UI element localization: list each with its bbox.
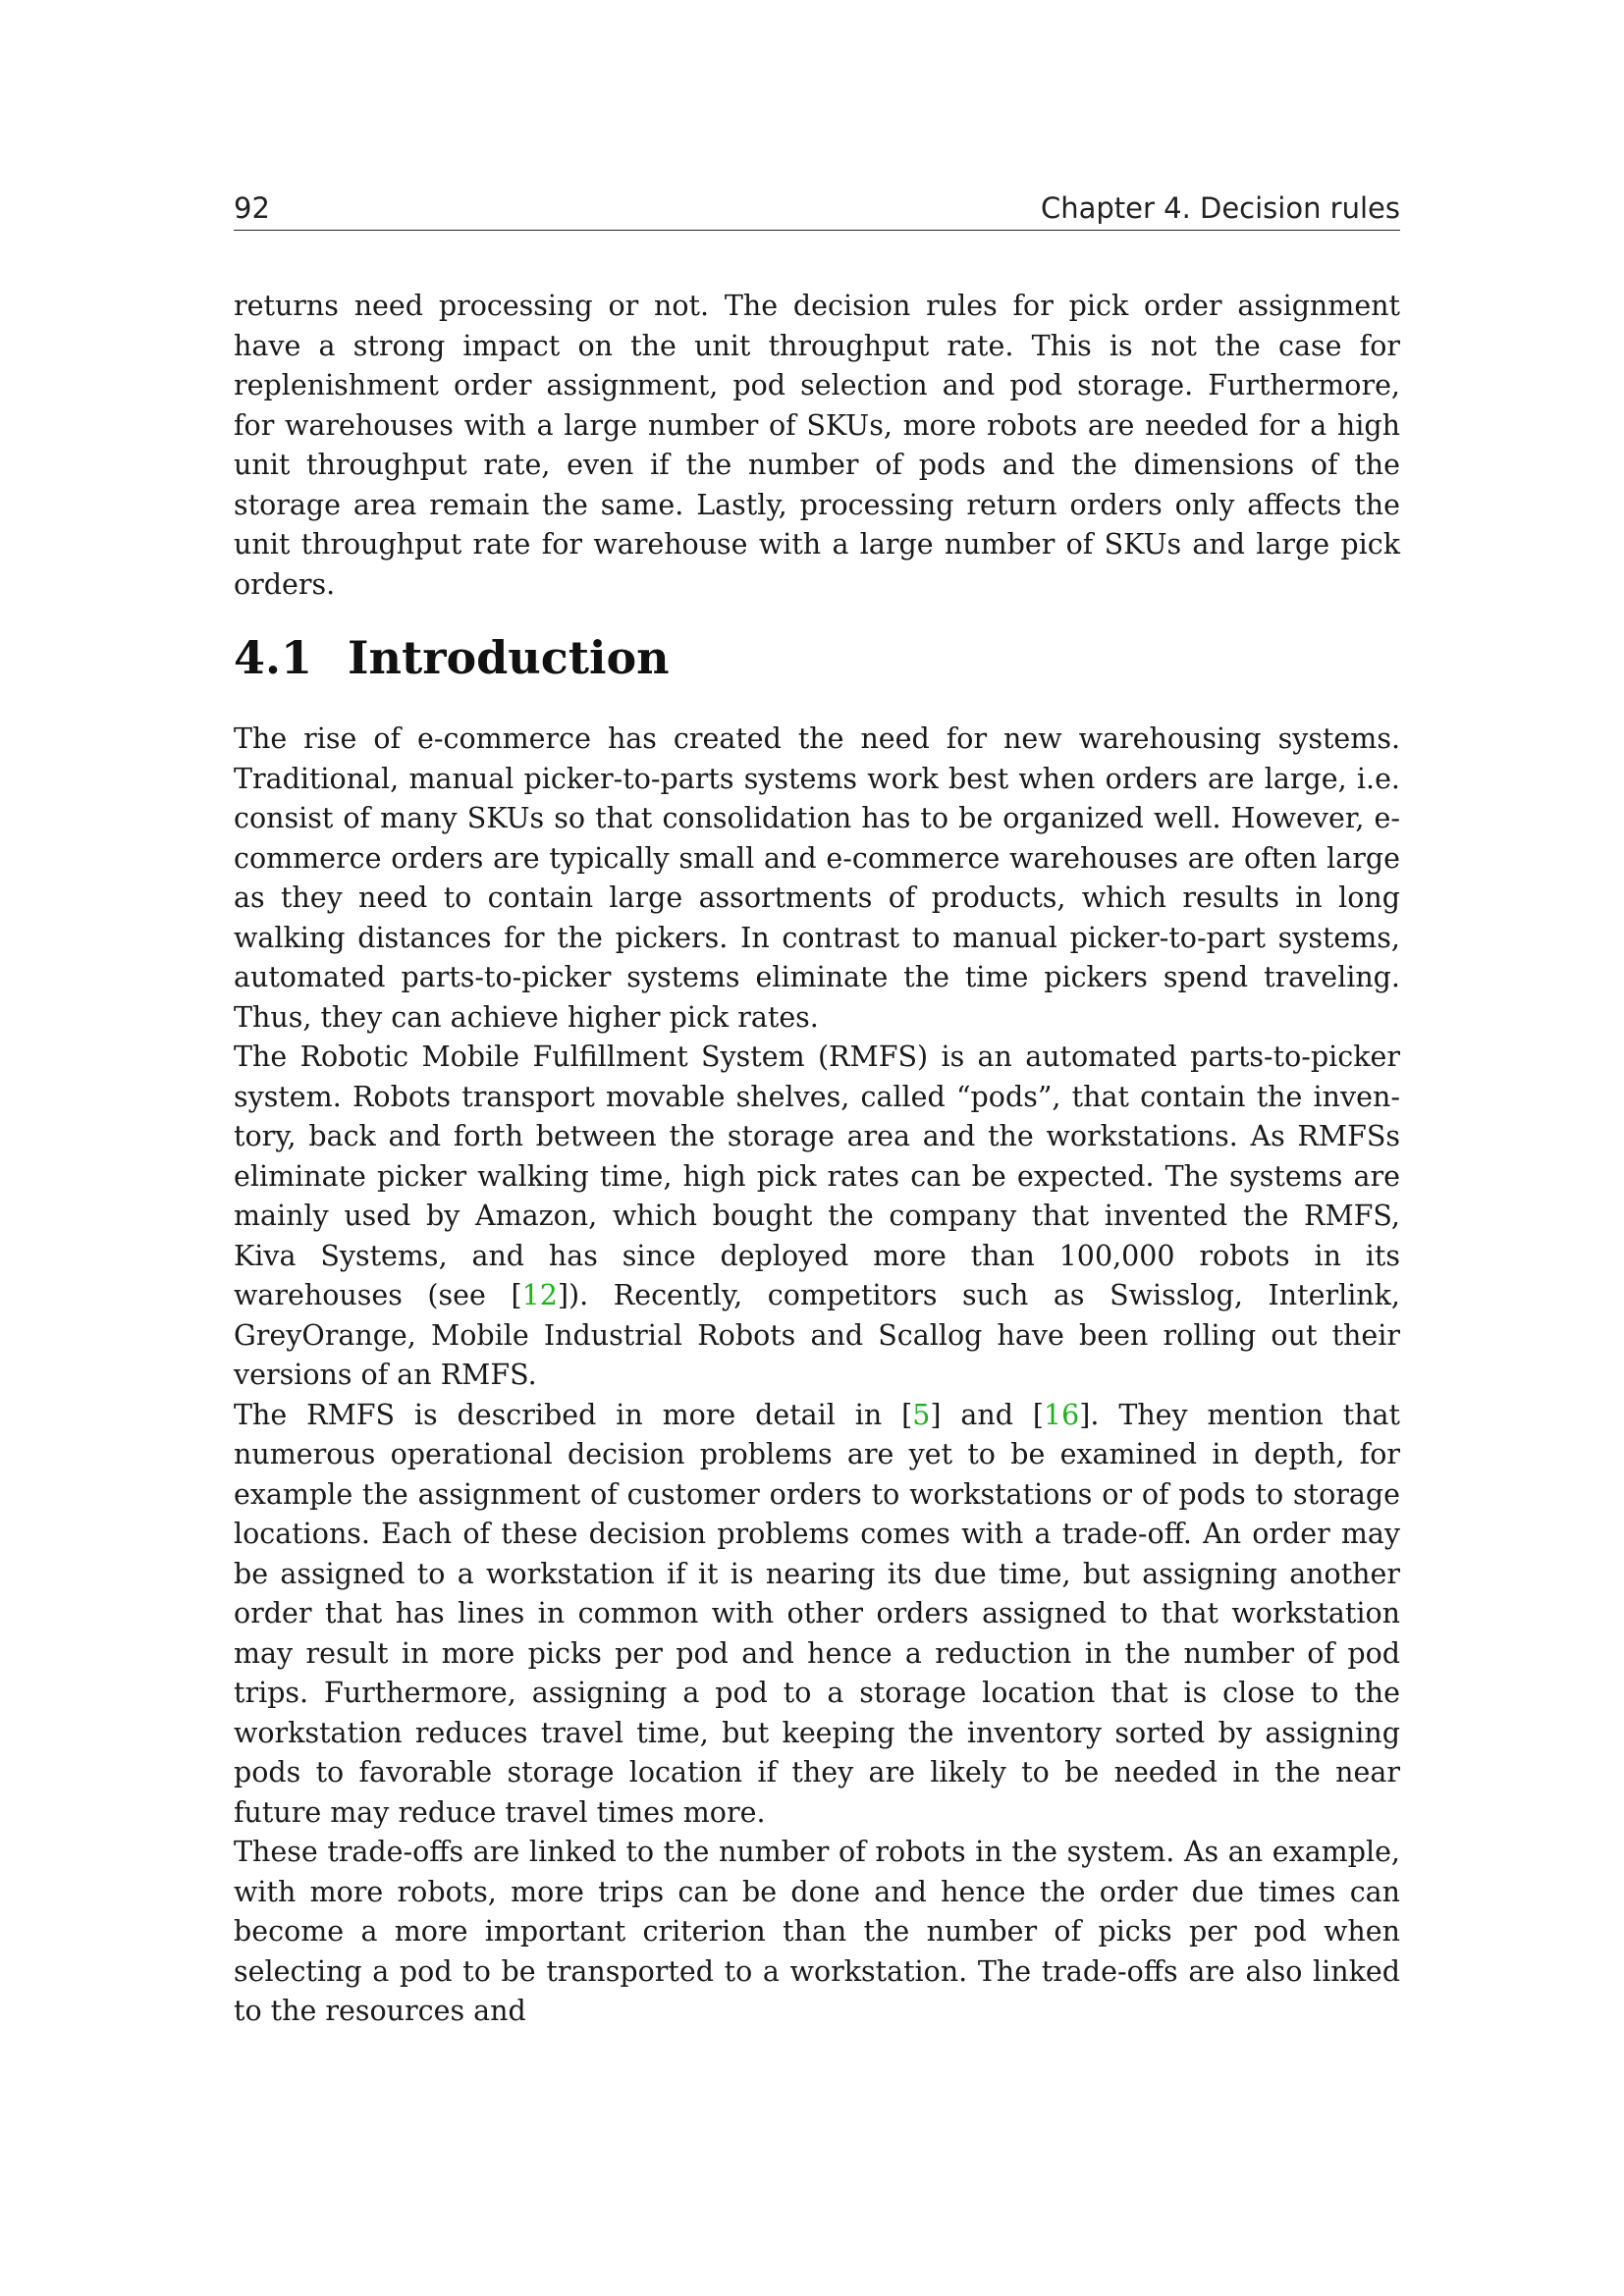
paragraph-decision-problems <box>234 1396 1400 1834</box>
citation-link-5[interactable]: 5 <box>912 1398 931 1431</box>
section-heading <box>234 628 1400 687</box>
citation-link-12[interactable]: 12 <box>521 1279 558 1311</box>
paragraph-decision-text-a: The RMFS is described in more detail in [ <box>234 1398 913 1431</box>
intro-paragraph: returns need processing or not. The decision rules for pick order assignment have a strong impact on the unit throughput rate. This is not the case for replenishment order assignment, pod selection and pod storage. Furthermore, for warehouses with a large number of SKUs, more robots are needed for a high unit throughput rate, even if the number of pods and the dimensions of the storage area remain the same. Lastly, processing return orders only affects the unit throughput rate for warehouse with a large number of SKUs and large pick orders. <box>234 290 1400 601</box>
paragraph-trade-offs: These trade-offs are linked to the number of robots in the system. As an example, with more robots, more trips can be done and hence the order due times can become a more important criterion than the number of picks per pod when selecting a pod to be transported to a workstation. The trade-offs are also linked to the resources and <box>234 1836 1400 2027</box>
section-number: 4.1 <box>234 631 313 684</box>
citation-link-16[interactable]: 16 <box>1044 1398 1080 1431</box>
paragraph-rmfs <box>234 1038 1400 1396</box>
paragraph-ecommerce: The rise of e-commerce has created the need for new warehousing systems. Traditional, manual picker-to-parts systems work best when orders are large, i.e. consist of many SKUs so that consolidation has to be organized well. However, e-commerce orders are typically small and e-commerce warehouses are often large as they need to contain large assortments of products, which results in long walking distances for the pickers. In contrast to manual picker-to-part systems, automated parts-to-picker systems eliminate the time pickers spend traveling. Thus, they can achieve higher pick rates. <box>234 722 1400 1034</box>
running-header <box>234 187 1400 231</box>
section-body <box>234 720 1400 2032</box>
paragraph-rmfs-text-b: ]). Recently, competitors such as Swisslog, Interlink, GreyOrange, Mobile Industrial Robots and Scallog have been rolling out their versions of an RMFS. <box>234 1279 1400 1391</box>
paragraph-decision-text-b: ] and [ <box>930 1398 1044 1431</box>
paragraph-decision-text-c: ]. They mention that numerous operational decision problems are yet to be examined in depth, for example the assignment of customer orders to workstations or of pods to storage locations. Each of these decision problems comes with a trade-off. An order may be assigned to a workstation if it is nearing its due time, but assigning another order that has lines in common with other orders assigned to that workstation may result in more picks per pod and hence a reduction in the number of pod trips. Furthermore, assigning a pod to a storage location that is close to the workstation reduces travel time, but keeping the inventory sorted by assigning pods to favorable storage location if they are likely to be needed in the near future may reduce travel times more. <box>234 1398 1400 1829</box>
page-number: 92 <box>234 191 270 225</box>
chapter-title: Chapter 4. Decision rules <box>1040 191 1400 225</box>
paragraph-rmfs-text-a: The Robotic Mobile Fulfillment System (RMFS) is an automated parts-to-picker system. Robots transport movable shelves, called “pods”, that contain the inventory, back and forth between the storage area and the workstations. As RMFSs eliminate picker walking time, high pick rates can be expected. The systems are mainly used by Amazon, which bought the company that invented the RMFS, Kiva Systems, and has since deployed more than 100,000 robots in its warehouses (see [ <box>234 1041 1400 1311</box>
section-title: Introduction <box>348 631 670 684</box>
